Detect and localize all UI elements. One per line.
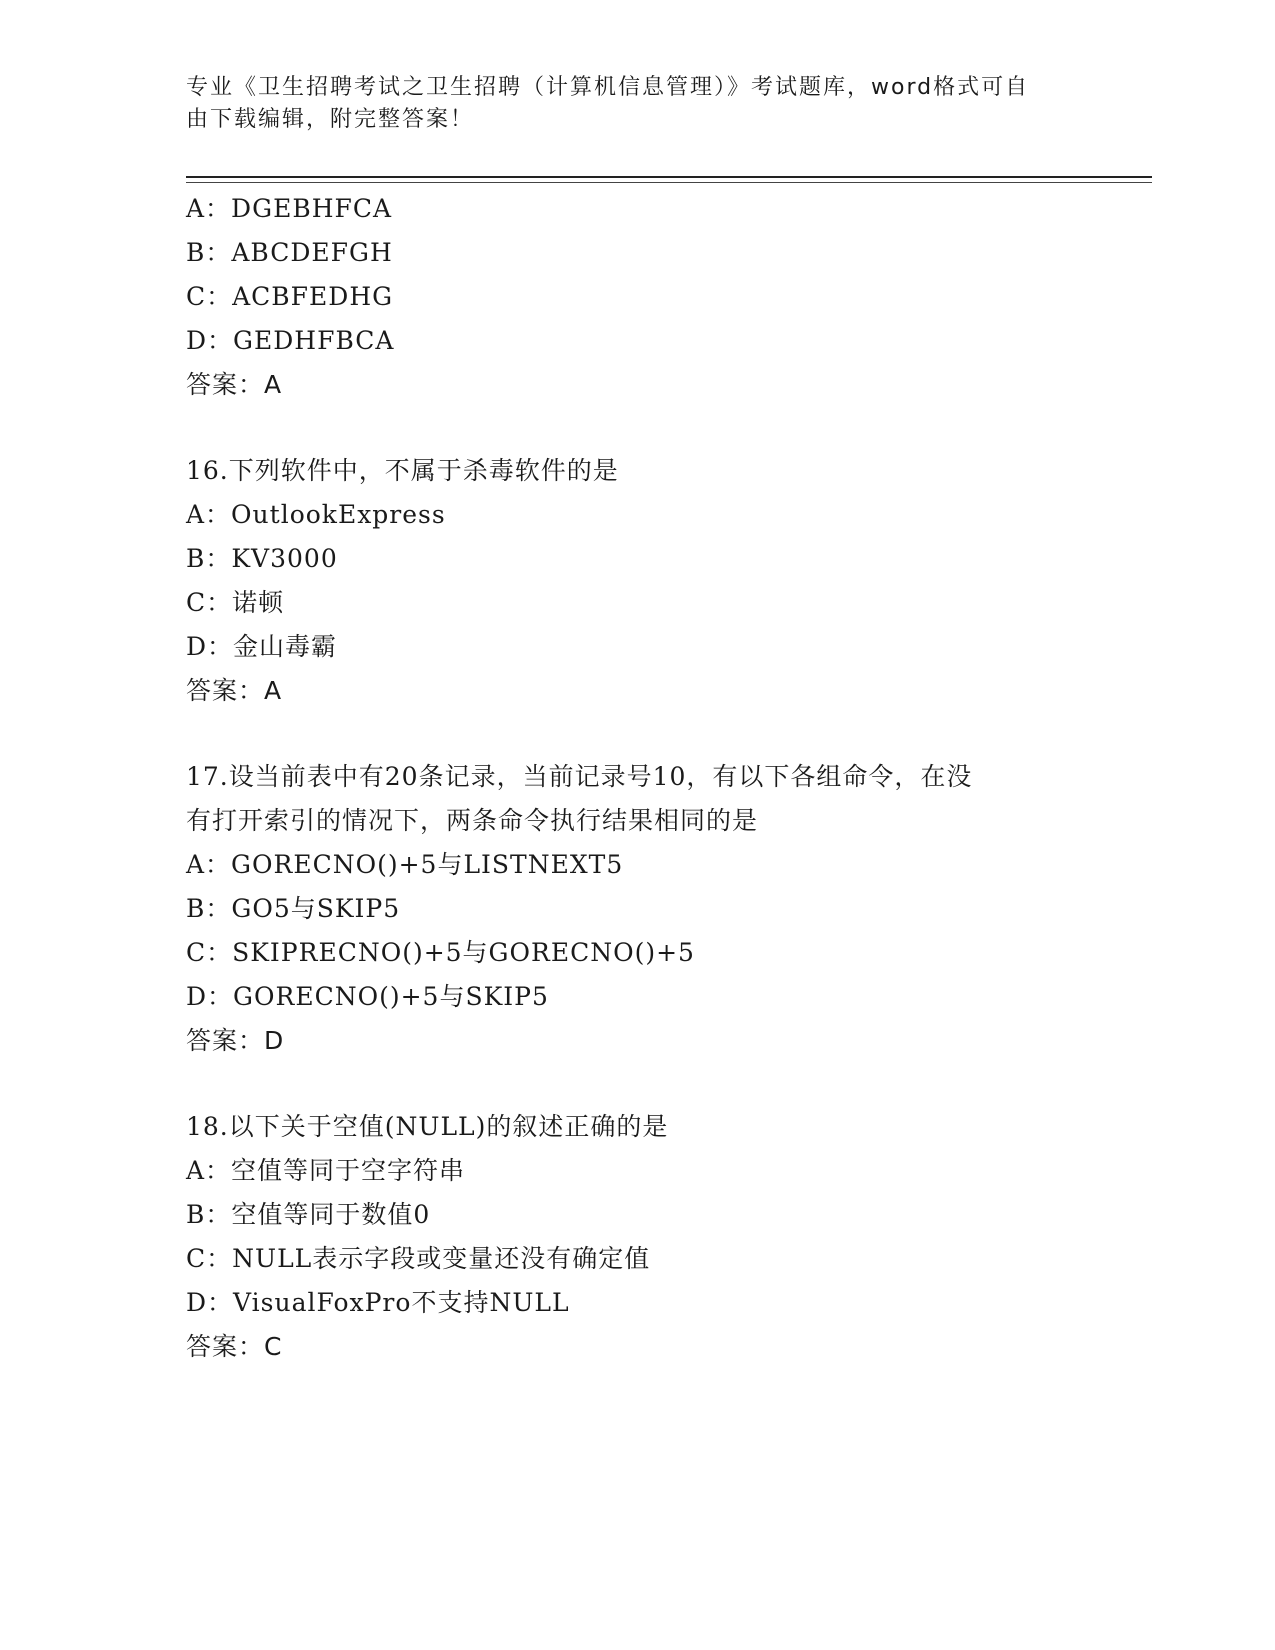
q15-option-c: C：ACBFEDHG [186, 282, 394, 311]
q17-stem-line-1: 17.设当前表中有20条记录，当前记录号10，有以下各组命令，在没 [186, 762, 973, 791]
q17-option-a: A：GORECNO()+5与LISTNEXT5 [186, 850, 624, 879]
q18-option-d: D：VisualFoxPro不支持NULL [186, 1288, 570, 1317]
q17-option-b: B：GO5与SKIP5 [186, 894, 401, 923]
q16-option-d: D：金山毒霸 [186, 632, 338, 661]
document-header [186, 72, 1066, 136]
q15-option-d: D：GEDHFBCA [186, 326, 395, 355]
q17-stem-line-2: 有打开索引的情况下，两条命令执行结果相同的是 [186, 806, 759, 835]
q15-answer: 答案：A [186, 370, 283, 399]
q16-option-c: C：诺顿 [186, 588, 285, 617]
q16-option-a: A：OutlookExpress [186, 500, 446, 529]
header-divider-thick [186, 176, 1152, 178]
header-divider-thin [186, 182, 1152, 183]
q16-option-b: B：KV3000 [186, 544, 338, 573]
q16-stem: 16.下列软件中，不属于杀毒软件的是 [186, 456, 619, 485]
header-line-1: 专业《卫生招聘考试之卫生招聘（计算机信息管理）》考试题库，word格式可自 [186, 75, 1030, 100]
q18-answer: 答案：C [186, 1332, 283, 1361]
q15-option-b: B：ABCDEFGH [186, 238, 393, 267]
q18-option-c: C：NULL表示字段或变量还没有确定值 [186, 1244, 651, 1273]
q18-stem: 18.以下关于空值(NULL)的叙述正确的是 [186, 1112, 669, 1141]
q17-answer: 答案：D [186, 1026, 285, 1055]
q17-option-d: D：GORECNO()+5与SKIP5 [186, 982, 549, 1011]
header-line-2: 由下载编辑，附完整答案！ [186, 107, 475, 132]
q16-answer: 答案：A [186, 676, 283, 705]
q18-option-a: A：空值等同于空字符串 [186, 1156, 466, 1185]
q18-option-b: B：空值等同于数值0 [186, 1200, 431, 1229]
q15-option-a: A：DGEBHFCA [186, 194, 393, 223]
q17-option-c: C：SKIPRECNO()+5与GORECNO()+5 [186, 938, 695, 967]
